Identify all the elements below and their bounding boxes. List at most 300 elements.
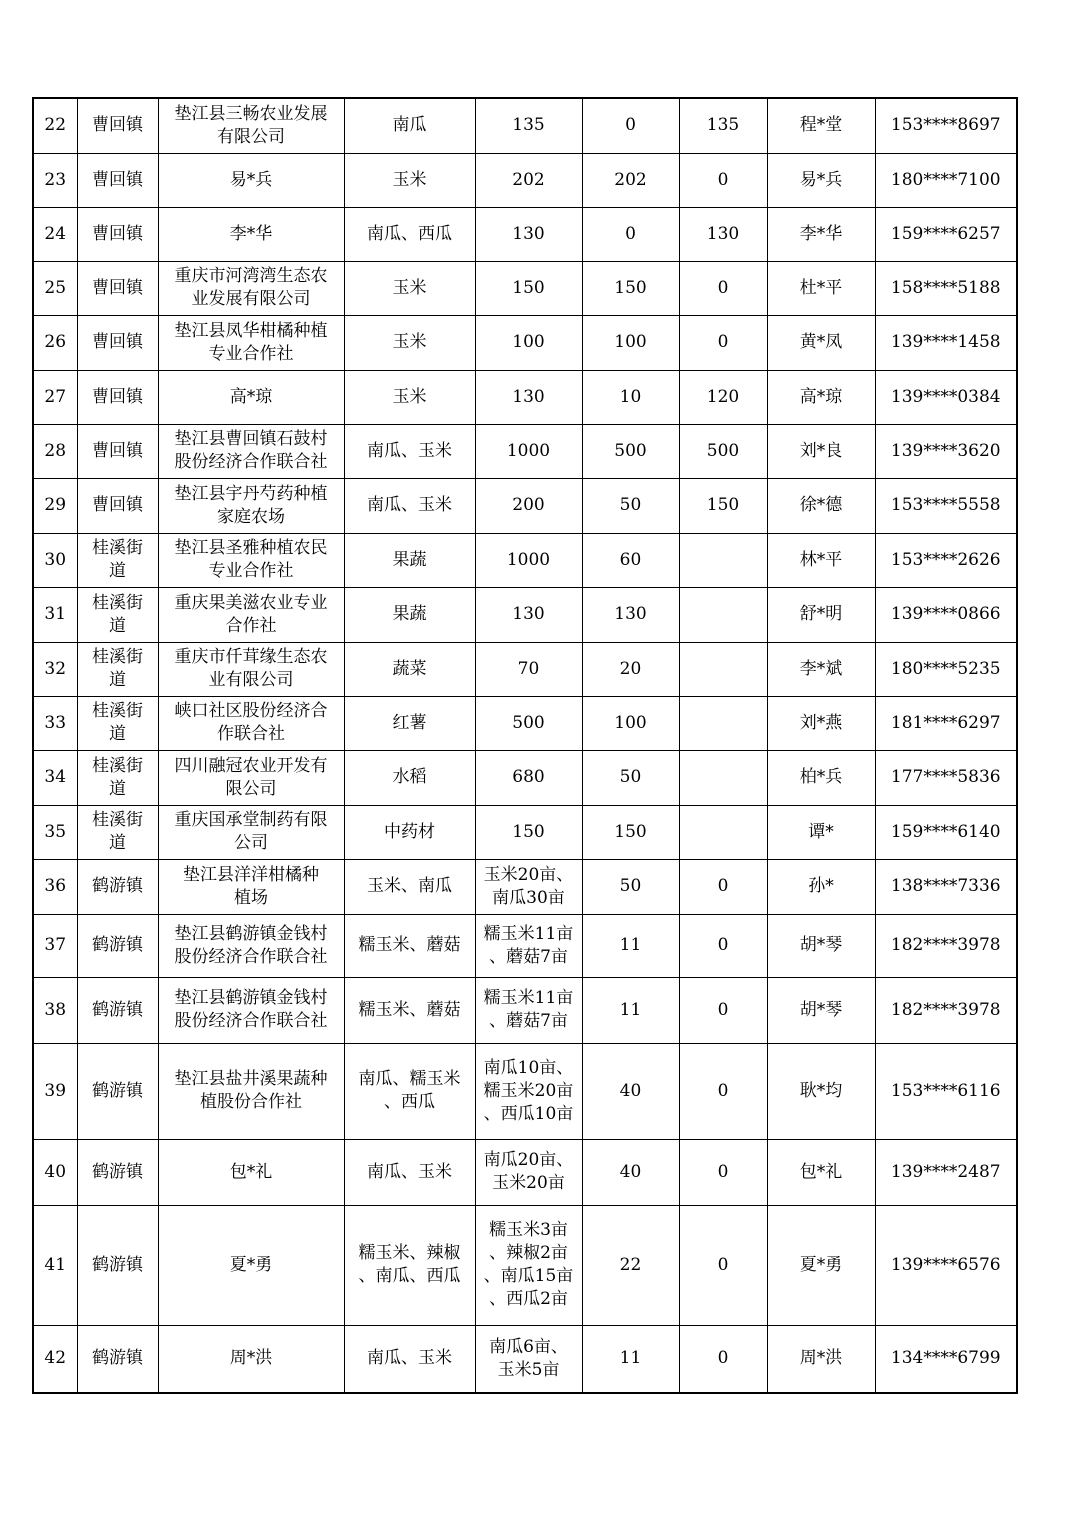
cell-crop-line: 南瓜 bbox=[392, 115, 427, 136]
table-row bbox=[33, 696, 1017, 750]
cell-value-b: 120 bbox=[679, 370, 767, 424]
cell-number: 41 bbox=[33, 1205, 77, 1325]
table-row bbox=[33, 750, 1017, 805]
cell-phone: 180****7100 bbox=[875, 153, 1017, 207]
cell-contact: 胡*琴 bbox=[767, 914, 875, 977]
cell-crop-line: 南瓜、玉米 bbox=[367, 440, 452, 461]
cell-phone: 153****5558 bbox=[875, 478, 1017, 533]
cell-town-line: 鹤游镇 bbox=[92, 1080, 143, 1101]
cell-contact: 高*琼 bbox=[767, 370, 875, 424]
cell-crop-line: 果蔬 bbox=[392, 549, 427, 570]
cell-crop-line: 糯玉米、辣椒 bbox=[358, 1243, 461, 1263]
cell-area bbox=[475, 533, 582, 587]
cell-organization bbox=[158, 1325, 344, 1393]
cell-area-line: 、西瓜2亩 bbox=[489, 1289, 568, 1309]
cell-crop bbox=[344, 424, 475, 478]
cell-organization bbox=[158, 533, 344, 587]
cell-area-line: 糯玉米3亩 bbox=[489, 1220, 568, 1240]
cell-value-a: 22 bbox=[582, 1205, 679, 1325]
cell-contact: 包*礼 bbox=[767, 1139, 875, 1205]
cell-contact: 徐*德 bbox=[767, 478, 875, 533]
cell-phone: 159****6257 bbox=[875, 207, 1017, 261]
cell-area-line: 1000 bbox=[506, 440, 551, 461]
cell-number: 23 bbox=[33, 153, 77, 207]
cell-crop bbox=[344, 914, 475, 977]
cell-phone: 180****5235 bbox=[875, 642, 1017, 696]
cell-town-line: 曹回镇 bbox=[92, 440, 143, 461]
cell-value-b: 0 bbox=[679, 977, 767, 1043]
cell-number: 22 bbox=[33, 98, 77, 153]
cell-value-a: 50 bbox=[582, 859, 679, 914]
cell-organization-line: 家庭农场 bbox=[217, 506, 285, 527]
cell-organization-line: 垫江县盐井溪果蔬种 bbox=[174, 1069, 328, 1089]
cell-value-a: 0 bbox=[582, 207, 679, 261]
cell-crop-line: 玉米 bbox=[392, 277, 427, 298]
cell-contact: 周*洪 bbox=[767, 1325, 875, 1393]
table-row bbox=[33, 914, 1017, 977]
cell-crop bbox=[344, 207, 475, 261]
cell-crop-line: 中药材 bbox=[384, 821, 435, 842]
cell-value-a: 11 bbox=[582, 977, 679, 1043]
cell-area-line: 150 bbox=[512, 277, 545, 298]
cell-area-line: 1000 bbox=[506, 549, 551, 570]
cell-value-a: 100 bbox=[582, 315, 679, 370]
cell-area-line: 南瓜6亩、 bbox=[489, 1336, 568, 1357]
cell-town bbox=[77, 261, 158, 315]
cell-phone: 159****6140 bbox=[875, 805, 1017, 859]
table-row bbox=[33, 478, 1017, 533]
cell-organization-line: 股份经济合作联合社 bbox=[174, 946, 328, 967]
cell-organization-line: 股份经济合作联合社 bbox=[174, 1011, 328, 1031]
cell-number: 29 bbox=[33, 478, 77, 533]
cell-contact: 刘*良 bbox=[767, 424, 875, 478]
cell-town-line: 桂溪街 bbox=[92, 755, 143, 776]
cell-contact: 李*斌 bbox=[767, 642, 875, 696]
cell-area-line: 150 bbox=[512, 821, 545, 842]
cell-area bbox=[475, 859, 582, 914]
cell-area bbox=[475, 1043, 582, 1139]
cell-area-line: 糯玉米11亩 bbox=[483, 923, 574, 944]
table-row bbox=[33, 153, 1017, 207]
cell-area-line: 500 bbox=[512, 712, 545, 733]
cell-value-b: 0 bbox=[679, 1205, 767, 1325]
cell-town-line: 曹回镇 bbox=[92, 223, 143, 244]
cell-number: 36 bbox=[33, 859, 77, 914]
cell-organization-line: 合作社 bbox=[225, 615, 277, 636]
cell-organization-line: 有限公司 bbox=[217, 126, 285, 147]
cell-crop bbox=[344, 859, 475, 914]
cell-organization bbox=[158, 207, 344, 261]
cell-crop bbox=[344, 153, 475, 207]
cell-area-line: 南瓜10亩、 bbox=[483, 1057, 574, 1078]
cell-crop-line: 、西瓜 bbox=[384, 1092, 435, 1112]
cell-crop bbox=[344, 533, 475, 587]
cell-crop-line: 玉米 bbox=[392, 169, 427, 190]
cell-organization-line: 垫江县鹤游镇金钱村 bbox=[174, 923, 328, 944]
data-table bbox=[32, 97, 1018, 1394]
cell-organization-line: 植场 bbox=[234, 887, 268, 908]
cell-town-line: 曹回镇 bbox=[92, 169, 143, 190]
cell-organization-line: 专业合作社 bbox=[208, 343, 294, 364]
cell-organization-line: 峡口社区股份经济合 bbox=[174, 701, 328, 721]
cell-value-a: 50 bbox=[582, 478, 679, 533]
cell-organization bbox=[158, 1043, 344, 1139]
cell-town bbox=[77, 1325, 158, 1393]
cell-value-b: 135 bbox=[679, 98, 767, 153]
cell-value-a: 50 bbox=[582, 750, 679, 805]
cell-phone: 139****1458 bbox=[875, 315, 1017, 370]
cell-organization-line: 夏*勇 bbox=[229, 1254, 273, 1275]
cell-crop bbox=[344, 1139, 475, 1205]
cell-area-line: 糯玉米20亩 bbox=[483, 1080, 574, 1101]
cell-crop bbox=[344, 587, 475, 642]
cell-crop-line: 玉米 bbox=[392, 332, 427, 352]
cell-town-line: 曹回镇 bbox=[92, 277, 143, 298]
cell-town bbox=[77, 98, 158, 153]
cell-number: 42 bbox=[33, 1325, 77, 1393]
cell-organization-line: 股份经济合作联合社 bbox=[174, 452, 328, 472]
cell-town-line: 曹回镇 bbox=[92, 386, 143, 407]
cell-town bbox=[77, 977, 158, 1043]
cell-contact: 黄*凤 bbox=[767, 315, 875, 370]
cell-value-b: 0 bbox=[679, 914, 767, 977]
cell-number: 39 bbox=[33, 1043, 77, 1139]
cell-number: 40 bbox=[33, 1139, 77, 1205]
cell-value-a: 202 bbox=[582, 153, 679, 207]
cell-crop bbox=[344, 750, 475, 805]
cell-town-line: 道 bbox=[109, 615, 126, 636]
cell-area bbox=[475, 370, 582, 424]
cell-organization-line: 重庆市仟茸缘生态农 bbox=[174, 647, 328, 667]
cell-organization-line: 易*兵 bbox=[229, 169, 273, 190]
cell-town bbox=[77, 424, 158, 478]
cell-organization-line: 重庆市河湾湾生态农 bbox=[174, 266, 328, 286]
cell-phone: 153****6116 bbox=[875, 1043, 1017, 1139]
cell-contact: 刘*燕 bbox=[767, 696, 875, 750]
table-row bbox=[33, 424, 1017, 478]
cell-crop bbox=[344, 805, 475, 859]
cell-town-line: 鹤游镇 bbox=[92, 999, 143, 1020]
cell-value-b bbox=[679, 750, 767, 805]
cell-organization-line: 垫江县洋洋柑橘种 bbox=[183, 864, 319, 885]
cell-town-line: 道 bbox=[109, 833, 126, 853]
cell-area bbox=[475, 977, 582, 1043]
cell-phone: 177****5836 bbox=[875, 750, 1017, 805]
cell-town-line: 鹤游镇 bbox=[92, 876, 143, 896]
cell-organization-line: 重庆国承堂制药有限 bbox=[174, 810, 328, 830]
table-row bbox=[33, 370, 1017, 424]
cell-town-line: 曹回镇 bbox=[92, 495, 143, 515]
cell-organization-line: 周*洪 bbox=[229, 1348, 273, 1369]
cell-organization-line: 垫江县凤华柑橘种植 bbox=[174, 320, 328, 341]
cell-area bbox=[475, 424, 582, 478]
cell-town bbox=[77, 153, 158, 207]
cell-value-b: 500 bbox=[679, 424, 767, 478]
table-row bbox=[33, 1325, 1017, 1393]
cell-phone: 153****8697 bbox=[875, 98, 1017, 153]
cell-organization bbox=[158, 642, 344, 696]
cell-town bbox=[77, 750, 158, 805]
table-body bbox=[33, 98, 1017, 1393]
cell-value-b: 0 bbox=[679, 153, 767, 207]
table-row bbox=[33, 207, 1017, 261]
table-row bbox=[33, 805, 1017, 859]
cell-town bbox=[77, 805, 158, 859]
cell-number: 38 bbox=[33, 977, 77, 1043]
cell-value-a: 60 bbox=[582, 533, 679, 587]
cell-organization bbox=[158, 587, 344, 642]
cell-organization-line: 高*琼 bbox=[229, 386, 273, 407]
cell-value-a: 130 bbox=[582, 587, 679, 642]
cell-town-line: 曹回镇 bbox=[92, 115, 143, 136]
cell-crop bbox=[344, 370, 475, 424]
cell-contact: 谭* bbox=[767, 805, 875, 859]
cell-area-line: 、蘑菇7亩 bbox=[489, 946, 568, 967]
cell-value-b: 0 bbox=[679, 1139, 767, 1205]
cell-value-a: 20 bbox=[582, 642, 679, 696]
cell-value-b: 150 bbox=[679, 478, 767, 533]
cell-organization bbox=[158, 805, 344, 859]
cell-organization-line: 垫江县三畅农业发展 bbox=[174, 103, 328, 124]
cell-organization-line: 限公司 bbox=[225, 778, 277, 799]
cell-town-line: 桂溪街 bbox=[92, 592, 143, 613]
cell-crop-line: 南瓜、玉米 bbox=[367, 1161, 452, 1182]
cell-area-line: 、辣椒2亩 bbox=[489, 1243, 568, 1263]
cell-phone: 139****2487 bbox=[875, 1139, 1017, 1205]
cell-town-line: 道 bbox=[109, 724, 126, 744]
cell-organization-line: 专业合作社 bbox=[208, 561, 294, 581]
cell-town-line: 道 bbox=[109, 561, 126, 581]
cell-area bbox=[475, 98, 582, 153]
cell-crop-line: 糯玉米、蘑菇 bbox=[358, 999, 461, 1020]
cell-town-line: 桂溪街 bbox=[92, 701, 143, 721]
cell-value-a: 150 bbox=[582, 805, 679, 859]
cell-organization-line: 重庆果美滋农业专业 bbox=[174, 592, 328, 613]
cell-area bbox=[475, 1205, 582, 1325]
cell-area-line: 135 bbox=[512, 115, 545, 136]
cell-contact: 舒*明 bbox=[767, 587, 875, 642]
cell-town bbox=[77, 315, 158, 370]
cell-town-line: 鹤游镇 bbox=[92, 1348, 143, 1369]
cell-organization-line: 公司 bbox=[234, 833, 268, 853]
cell-town-line: 鹤游镇 bbox=[92, 1161, 143, 1182]
cell-phone: 158****5188 bbox=[875, 261, 1017, 315]
cell-area-line: 202 bbox=[512, 169, 545, 190]
cell-contact: 柏*兵 bbox=[767, 750, 875, 805]
cell-organization bbox=[158, 98, 344, 153]
table-row bbox=[33, 1043, 1017, 1139]
cell-area-line: 130 bbox=[512, 223, 545, 244]
cell-contact: 耿*均 bbox=[767, 1043, 875, 1139]
cell-area-line: 130 bbox=[512, 604, 545, 624]
cell-town bbox=[77, 914, 158, 977]
cell-town-line: 桂溪街 bbox=[92, 647, 143, 667]
cell-value-a: 40 bbox=[582, 1139, 679, 1205]
table-row bbox=[33, 315, 1017, 370]
cell-town bbox=[77, 1043, 158, 1139]
cell-value-a: 0 bbox=[582, 98, 679, 153]
cell-value-a: 10 bbox=[582, 370, 679, 424]
cell-area-line: 、西瓜10亩 bbox=[483, 1103, 574, 1124]
cell-value-b: 0 bbox=[679, 1325, 767, 1393]
cell-value-b: 0 bbox=[679, 315, 767, 370]
cell-crop-line: 南瓜、西瓜 bbox=[367, 223, 452, 244]
cell-crop-line: 果蔬 bbox=[392, 604, 427, 624]
table-row bbox=[33, 1205, 1017, 1325]
cell-value-b: 0 bbox=[679, 859, 767, 914]
table-row bbox=[33, 261, 1017, 315]
cell-organization bbox=[158, 1205, 344, 1325]
cell-organization bbox=[158, 478, 344, 533]
cell-organization bbox=[158, 1139, 344, 1205]
cell-value-a: 150 bbox=[582, 261, 679, 315]
cell-crop-line: 南瓜、糯玉米 bbox=[358, 1069, 461, 1089]
cell-area bbox=[475, 153, 582, 207]
cell-phone: 182****3978 bbox=[875, 914, 1017, 977]
cell-number: 30 bbox=[33, 533, 77, 587]
cell-number: 33 bbox=[33, 696, 77, 750]
cell-organization bbox=[158, 914, 344, 977]
cell-town bbox=[77, 1205, 158, 1325]
cell-value-a: 11 bbox=[582, 1325, 679, 1393]
cell-crop-line: 玉米 bbox=[392, 386, 427, 407]
cell-phone: 182****3978 bbox=[875, 977, 1017, 1043]
cell-crop-line: 玉米、南瓜 bbox=[367, 876, 452, 896]
cell-phone: 139****3620 bbox=[875, 424, 1017, 478]
cell-crop-line: 红薯 bbox=[392, 712, 427, 733]
cell-number: 27 bbox=[33, 370, 77, 424]
cell-area bbox=[475, 478, 582, 533]
cell-crop-line: 糯玉米、蘑菇 bbox=[358, 935, 461, 955]
cell-contact: 易*兵 bbox=[767, 153, 875, 207]
cell-value-b bbox=[679, 696, 767, 750]
cell-area bbox=[475, 207, 582, 261]
cell-organization-line: 垫江县鹤游镇金钱村 bbox=[174, 988, 328, 1008]
cell-organization-line: 垫江县宇丹芍药种植 bbox=[174, 483, 328, 504]
cell-area-line: 玉米5亩 bbox=[497, 1359, 560, 1380]
cell-area bbox=[475, 750, 582, 805]
cell-organization-line: 李*华 bbox=[229, 223, 273, 244]
cell-organization bbox=[158, 424, 344, 478]
cell-town-line: 桂溪街 bbox=[92, 810, 143, 830]
cell-area-line: 糯玉米11亩 bbox=[483, 988, 574, 1008]
cell-phone: 134****6799 bbox=[875, 1325, 1017, 1393]
cell-town-line: 鹤游镇 bbox=[92, 935, 143, 955]
cell-area-line: 玉米20亩 bbox=[492, 1173, 565, 1193]
cell-number: 25 bbox=[33, 261, 77, 315]
cell-crop-line: 蔬菜 bbox=[392, 658, 427, 679]
cell-organization-line: 业有限公司 bbox=[208, 670, 294, 690]
cell-contact: 夏*勇 bbox=[767, 1205, 875, 1325]
cell-area bbox=[475, 261, 582, 315]
cell-crop bbox=[344, 1205, 475, 1325]
cell-contact: 孙* bbox=[767, 859, 875, 914]
cell-organization bbox=[158, 153, 344, 207]
cell-organization-line: 业发展有限公司 bbox=[191, 289, 311, 309]
cell-organization bbox=[158, 261, 344, 315]
cell-value-b: 0 bbox=[679, 1043, 767, 1139]
cell-value-a: 100 bbox=[582, 696, 679, 750]
cell-organization-line: 作联合社 bbox=[217, 724, 285, 744]
cell-value-b bbox=[679, 587, 767, 642]
cell-organization bbox=[158, 750, 344, 805]
cell-crop-line: 南瓜、玉米 bbox=[367, 495, 452, 515]
cell-town-line: 桂溪街 bbox=[92, 538, 143, 558]
cell-area-line: 130 bbox=[512, 386, 545, 407]
cell-crop bbox=[344, 315, 475, 370]
cell-value-b: 130 bbox=[679, 207, 767, 261]
cell-area-line: 、蘑菇7亩 bbox=[489, 1011, 568, 1031]
cell-organization-line: 包*礼 bbox=[229, 1161, 273, 1182]
cell-number: 35 bbox=[33, 805, 77, 859]
table-row bbox=[33, 859, 1017, 914]
cell-value-a: 11 bbox=[582, 914, 679, 977]
cell-contact: 林*平 bbox=[767, 533, 875, 587]
cell-crop-line: 南瓜、玉米 bbox=[367, 1348, 452, 1369]
cell-contact: 程*堂 bbox=[767, 98, 875, 153]
table-row bbox=[33, 587, 1017, 642]
cell-contact: 胡*琴 bbox=[767, 977, 875, 1043]
cell-crop bbox=[344, 977, 475, 1043]
cell-value-b bbox=[679, 805, 767, 859]
cell-crop bbox=[344, 642, 475, 696]
cell-value-b bbox=[679, 533, 767, 587]
cell-crop bbox=[344, 261, 475, 315]
cell-area-line: 、南瓜15亩 bbox=[483, 1266, 574, 1286]
cell-town bbox=[77, 587, 158, 642]
cell-area bbox=[475, 1325, 582, 1393]
cell-number: 26 bbox=[33, 315, 77, 370]
cell-area-line: 680 bbox=[512, 767, 545, 787]
cell-area bbox=[475, 587, 582, 642]
cell-contact: 杜*平 bbox=[767, 261, 875, 315]
cell-area-line: 200 bbox=[512, 495, 545, 515]
cell-phone: 139****6576 bbox=[875, 1205, 1017, 1325]
cell-crop bbox=[344, 696, 475, 750]
cell-organization-line: 四川融冠农业开发有 bbox=[174, 755, 328, 776]
cell-town-line: 道 bbox=[109, 670, 126, 690]
cell-organization bbox=[158, 859, 344, 914]
cell-phone: 153****2626 bbox=[875, 533, 1017, 587]
cell-town bbox=[77, 207, 158, 261]
table-row bbox=[33, 977, 1017, 1043]
cell-contact: 李*华 bbox=[767, 207, 875, 261]
cell-town bbox=[77, 642, 158, 696]
cell-phone: 139****0384 bbox=[875, 370, 1017, 424]
cell-number: 31 bbox=[33, 587, 77, 642]
cell-town bbox=[77, 478, 158, 533]
cell-value-b bbox=[679, 642, 767, 696]
cell-organization bbox=[158, 696, 344, 750]
cell-crop-line: 水稻 bbox=[392, 767, 427, 787]
cell-organization-line: 植股份合作社 bbox=[200, 1092, 302, 1112]
cell-area-line: 南瓜30亩 bbox=[492, 887, 565, 908]
cell-town-line: 曹回镇 bbox=[92, 332, 143, 352]
table-row bbox=[33, 642, 1017, 696]
cell-crop-line: 、南瓜、西瓜 bbox=[358, 1266, 461, 1286]
cell-organization bbox=[158, 977, 344, 1043]
cell-area-line: 南瓜20亩、 bbox=[483, 1150, 574, 1170]
cell-town bbox=[77, 1139, 158, 1205]
cell-crop bbox=[344, 98, 475, 153]
table-row bbox=[33, 1139, 1017, 1205]
cell-crop bbox=[344, 1325, 475, 1393]
cell-organization-line: 垫江县曹回镇石鼓村 bbox=[174, 429, 328, 449]
cell-area-line: 70 bbox=[517, 658, 540, 679]
cell-value-a: 500 bbox=[582, 424, 679, 478]
cell-phone: 181****6297 bbox=[875, 696, 1017, 750]
cell-town bbox=[77, 696, 158, 750]
